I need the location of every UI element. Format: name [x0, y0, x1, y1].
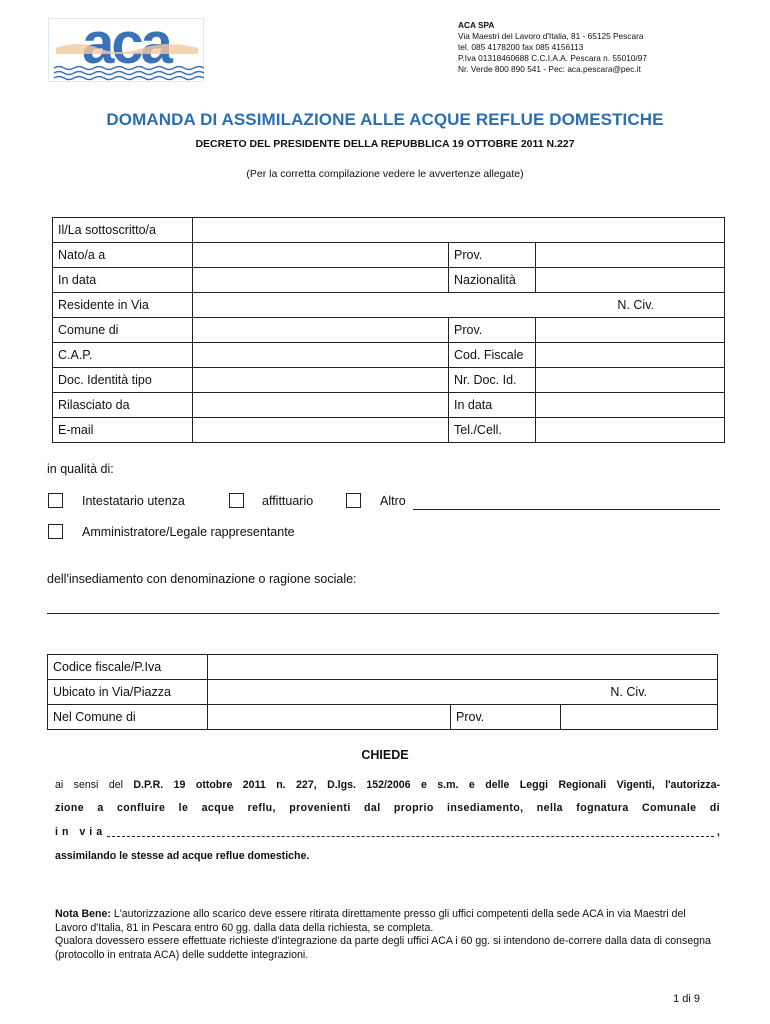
in-data-field[interactable]	[193, 268, 449, 293]
doc-tipo-field[interactable]	[193, 368, 449, 393]
table-row	[53, 368, 725, 393]
nota-bene-text-2: Qualora dovessero essere effettuate richieste d'integrazione da parte degli uffici ACA i 60 gg. si intendono de-correre dalla data di consegna (protocollo in entrata ACA) delle suddette integrazioni.	[55, 935, 711, 961]
site-prov-field[interactable]	[561, 705, 718, 730]
in-data-label: In data	[449, 393, 536, 418]
ubicato-field[interactable]	[208, 680, 718, 705]
qualita-label: in qualità di:	[47, 462, 114, 476]
amministratore-checkbox[interactable]	[48, 524, 63, 539]
table-row	[48, 705, 718, 730]
request-intro: ai sensi del	[55, 779, 134, 791]
table-row	[48, 680, 718, 705]
cap-field[interactable]	[193, 343, 449, 368]
aca-logo	[48, 18, 204, 82]
request-line-2: zione a confluire le acque reflu, provenienti dal proprio insediamento, nella fognatura Comunale di	[55, 802, 720, 814]
email-field[interactable]	[193, 418, 449, 443]
sottoscritto-label: Il/La sottoscritto/a	[53, 218, 193, 243]
altro-input-line[interactable]	[413, 509, 720, 510]
table-row	[48, 655, 718, 680]
nota-bene-label: Nota Bene:	[55, 908, 111, 920]
table-row	[53, 318, 725, 343]
nato-label: Nato/a a	[53, 243, 193, 268]
insediamento-input-line[interactable]	[47, 613, 719, 614]
tel-field[interactable]	[536, 418, 725, 443]
prov-field[interactable]	[536, 243, 725, 268]
nazionalita-label: Nazionalità	[449, 268, 536, 293]
ubicato-label: Ubicato in Via/Piazza	[48, 680, 208, 705]
nr-doc-field[interactable]	[536, 368, 725, 393]
table-row	[53, 393, 725, 418]
prov-field[interactable]	[536, 318, 725, 343]
company-vat: P.Iva 01318460688 C.C.I.A.A. Pescara n. 55010/97	[458, 53, 647, 63]
nato-field[interactable]	[193, 243, 449, 268]
site-comune-label: Nel Comune di	[48, 705, 208, 730]
company-info	[458, 20, 647, 75]
in-data-field[interactable]	[536, 393, 725, 418]
affittuario-checkbox[interactable]	[229, 493, 244, 508]
table-row	[53, 243, 725, 268]
site-comune-field[interactable]	[208, 705, 451, 730]
request-line-3: in via ,	[55, 826, 720, 838]
nr-doc-label: Nr. Doc. Id.	[449, 368, 536, 393]
intestatario-checkbox[interactable]	[48, 493, 63, 508]
tel-label: Tel./Cell.	[449, 418, 536, 443]
nazionalita-field[interactable]	[536, 268, 725, 293]
comune-label: Comune di	[53, 318, 193, 343]
residente-label: Residente in Via	[53, 293, 193, 318]
compilation-note: (Per la corretta compilazione vedere le avvertenze allegate)	[246, 168, 524, 180]
decree-subtitle: DECRETO DEL PRESIDENTE DELLA REPUBBLICA 19 OTTOBRE 2011 N.227	[195, 138, 575, 150]
request-legal-refs: D.P.R. 19 ottobre 2011 n. 227, D.lgs. 152/2006 e s.m. e delle Leggi Regionali Vigenti, l'autorizza-	[133, 779, 720, 791]
nota-bene	[55, 908, 720, 962]
in-via-input-line[interactable]	[107, 836, 714, 837]
applicant-table	[52, 217, 725, 443]
sottoscritto-field[interactable]	[193, 218, 725, 243]
company-contacts: Nr. Verde 800 890 541 - Pec: aca.pescara@pec.it	[458, 64, 641, 74]
svg-text:aca: aca	[82, 18, 170, 76]
table-row	[53, 418, 725, 443]
intestatario-label: Intestatario utenza	[82, 494, 185, 508]
email-label: E-mail	[53, 418, 193, 443]
amministratore-label: Amministratore/Legale rappresentante	[82, 525, 295, 539]
site-prov-label: Prov.	[451, 705, 561, 730]
codice-fiscale-label: Codice fiscale/P.Iva	[48, 655, 208, 680]
table-row	[53, 218, 725, 243]
company-address: Via Maestri del Lavoro d'Italia, 81 - 65125 Pescara	[458, 31, 644, 41]
residente-field[interactable]	[193, 293, 725, 318]
page-title: DOMANDA DI ASSIMILAZIONE ALLE ACQUE REFLUE DOMESTICHE	[106, 110, 664, 129]
site-n-civ-label: N. Civ.	[610, 685, 647, 699]
n-civ-label: N. Civ.	[617, 298, 654, 312]
cod-fiscale-label: Cod. Fiscale	[449, 343, 536, 368]
altro-checkbox[interactable]	[346, 493, 361, 508]
codice-fiscale-field[interactable]	[208, 655, 718, 680]
page-number: 1 di 9	[673, 993, 700, 1005]
table-row	[53, 293, 725, 318]
table-row	[53, 268, 725, 293]
cap-label: C.A.P.	[53, 343, 193, 368]
doc-tipo-label: Doc. Identità tipo	[53, 368, 193, 393]
chiede-heading: CHIEDE	[361, 748, 409, 762]
prov-label: Prov.	[449, 243, 536, 268]
nota-bene-text: L'autorizzazione allo scarico deve essere ritirata direttamente presso gli uffici competenti della sede ACA in via Maestri del Lavoro d'Italia, 81 in Pescara entro 60 gg. dalla data della richiesta, se completa.	[55, 908, 686, 934]
in-via-label: in via	[55, 826, 107, 838]
table-row	[53, 343, 725, 368]
request-line-4: assimilando le stesse ad acque reflue domestiche.	[55, 850, 310, 862]
rilasciato-field[interactable]	[193, 393, 449, 418]
affittuario-label: affittuario	[262, 494, 314, 508]
in-data-label: In data	[53, 268, 193, 293]
prov-label: Prov.	[449, 318, 536, 343]
rilasciato-label: Rilasciato da	[53, 393, 193, 418]
comune-field[interactable]	[193, 318, 449, 343]
insediamento-label: dell'insediamento con denominazione o ragione sociale:	[47, 572, 357, 586]
request-line-1	[55, 779, 720, 791]
site-table	[47, 654, 718, 730]
company-name: ACA SPA	[458, 20, 495, 30]
company-phone: tel. 085 4178200 fax 085 4156113	[458, 42, 584, 52]
cod-fiscale-field[interactable]	[536, 343, 725, 368]
altro-label: Altro	[380, 494, 406, 508]
